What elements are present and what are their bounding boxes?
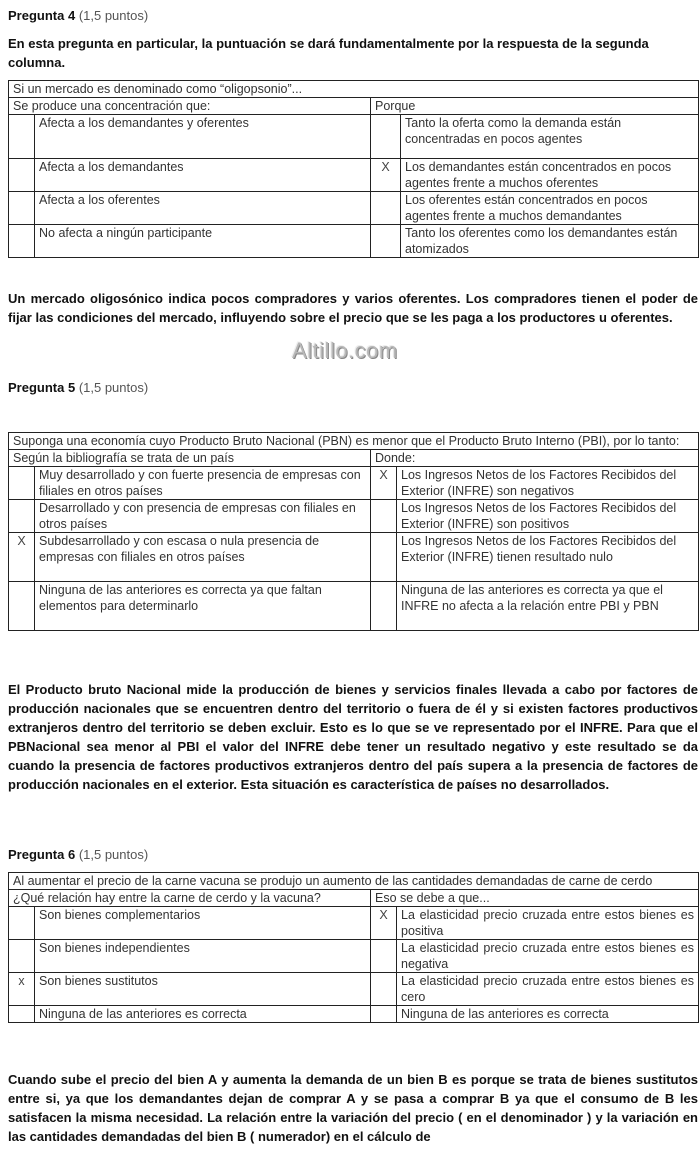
question-4-title: [8, 8, 148, 23]
table-row: [9, 907, 699, 940]
option-a: Afecta a los demandantes y oferentes: [35, 115, 371, 159]
option-b: Los oferentes están concentrados en pocos agentes frente a muchos demandantes: [401, 192, 699, 225]
table-row: [9, 533, 699, 582]
option-b: La elasticidad precio cruzada entre estos bienes es negativa: [397, 940, 699, 973]
watermark-logo: Altillo.com: [292, 338, 398, 363]
column-header-1: ¿Qué relación hay entre la carne de cerdo y la vacuna?: [9, 890, 371, 907]
question-5-table: [8, 432, 699, 631]
table-row: [9, 467, 699, 500]
question-4-intro: En esta pregunta en particular, la puntuación se dará fundamentalmente por la respuesta de la segunda columna.: [8, 36, 649, 70]
table-row: [9, 582, 699, 631]
option-mark: [9, 940, 35, 973]
option-a: Son bienes complementarios: [35, 907, 371, 940]
option-mark: [371, 115, 401, 159]
option-mark: [371, 225, 401, 258]
option-a: Afecta a los demandantes: [35, 159, 371, 192]
option-mark: [371, 940, 397, 973]
question-points: (1,5 puntos): [78, 380, 149, 395]
option-a: Son bienes sustitutos: [35, 973, 371, 1006]
option-b: Los Ingresos Netos de los Factores Recibidos del Exterior (INFRE) son negativos: [397, 467, 699, 500]
option-mark: [371, 582, 397, 631]
table-stem: Al aumentar el precio de la carne vacuna se produjo un aumento de las cantidades demandadas de carne de cerdo: [9, 873, 699, 890]
question-points: (1,5 puntos): [78, 847, 149, 862]
option-mark: [9, 907, 35, 940]
option-a: Son bienes independientes: [35, 940, 371, 973]
table-row: [9, 192, 699, 225]
option-mark: [9, 225, 35, 258]
question-title-text: Pregunta 6: [8, 847, 76, 862]
question-6-table: [8, 872, 699, 1023]
option-mark: x: [9, 973, 35, 1006]
option-mark: [9, 500, 35, 533]
question-4-table: [8, 80, 699, 258]
option-mark: [9, 192, 35, 225]
option-mark: [9, 115, 35, 159]
column-header-2: Porque: [371, 98, 699, 115]
table-row: [9, 115, 699, 159]
column-header-2: Donde:: [371, 450, 699, 467]
option-mark: [9, 1006, 35, 1023]
option-a: Ninguna de las anteriores es correcta ya que faltan elementos para determinarlo: [35, 582, 371, 631]
question-6-answer: Cuando sube el precio del bien A y aumenta la demanda de un bien B es porque se trata de bienes sustitutos entre si, ya que los demandantes dejan de comprar A y se pasa a comprar B ya que el consumo de B les satisfacen la misma necesidad. La relación entre la variación del precio ( en el denominador ) y la variación en las cantidades demandadas del bien B ( numerador) en el cálculo de: [8, 1072, 698, 1144]
question-5-title: [8, 380, 148, 395]
column-header-1: Según la bibliografía se trata de un país: [9, 450, 371, 467]
option-a: Afecta a los oferentes: [35, 192, 371, 225]
option-mark: [371, 973, 397, 1006]
table-row: [9, 225, 699, 258]
option-b: Ninguna de las anteriores es correcta ya que el INFRE no afecta a la relación entre PBI y PBN: [397, 582, 699, 631]
question-title-text: Pregunta 4: [8, 8, 76, 23]
option-b: La elasticidad precio cruzada entre estos bienes es positiva: [397, 907, 699, 940]
table-row: [9, 159, 699, 192]
option-mark: [371, 500, 397, 533]
option-mark: X: [371, 907, 397, 940]
table-stem: Suponga una economía cuyo Producto Bruto Nacional (PBN) es menor que el Producto Bruto Interno (PBI), por lo tanto:: [9, 433, 699, 450]
option-a: No afecta a ningún participante: [35, 225, 371, 258]
option-mark: [371, 192, 401, 225]
option-b: Los demandantes están concentrados en pocos agentes frente a muchos oferentes: [401, 159, 699, 192]
option-b: Los Ingresos Netos de los Factores Recibidos del Exterior (INFRE) son positivos: [397, 500, 699, 533]
question-4-answer: Un mercado oligosónico indica pocos compradores y varios oferentes. Los compradores tienen el poder de fijar las condiciones del mercado, influyendo sobre el precio que se les paga a los productores u oferentes.: [8, 291, 698, 325]
option-mark: [371, 1006, 397, 1023]
option-mark: X: [371, 467, 397, 500]
question-6-title: [8, 847, 148, 862]
question-5-answer: El Producto bruto Nacional mide la producción de bienes y servicios finales llevada a cabo por factores de producción nacionales que se encuentren dentro del territorio o fuera de él y si existen factores productivos extranjeros dentro del territorio se deben excluir. Esto es lo que se ve representado por el INFRE. Para que el PBNacional sea menor al PBI el valor del INFRE debe tener un resultado negativo y este resultado se da cuando la presencia de factores productivos extranjeros dentro del país supera a la presencia de factores de producción nacionales en el exterior. Esta situación es característica de países no desarrollados.: [8, 682, 698, 792]
table-row: [9, 973, 699, 1006]
option-b: Ninguna de las anteriores es correcta: [397, 1006, 699, 1023]
option-a: Muy desarrollado y con fuerte presencia de empresas con filiales en otros países: [35, 467, 371, 500]
option-mark: X: [9, 533, 35, 582]
option-b: Tanto los oferentes como los demandantes están atomizados: [401, 225, 699, 258]
question-points: (1,5 puntos): [78, 8, 149, 23]
option-a: Ninguna de las anteriores es correcta: [35, 1006, 371, 1023]
option-b: La elasticidad precio cruzada entre estos bienes es cero: [397, 973, 699, 1006]
column-header-2: Eso se debe a que...: [371, 890, 699, 907]
option-mark: [371, 533, 397, 582]
option-mark: [9, 582, 35, 631]
option-mark: [9, 467, 35, 500]
option-a: Desarrollado y con presencia de empresas con filiales en otros países: [35, 500, 371, 533]
table-row: [9, 500, 699, 533]
option-mark: X: [371, 159, 401, 192]
option-b: Tanto la oferta como la demanda están concentradas en pocos agentes: [401, 115, 699, 159]
option-b: Los Ingresos Netos de los Factores Recibidos del Exterior (INFRE) tienen resultado nulo: [397, 533, 699, 582]
option-a: Subdesarrollado y con escasa o nula presencia de empresas con filiales en otros países: [35, 533, 371, 582]
table-row: [9, 1006, 699, 1023]
table-stem: Si un mercado es denominado como “oligopsonio”...: [9, 81, 699, 98]
question-title-text: Pregunta 5: [8, 380, 76, 395]
column-header-1: Se produce una concentración que:: [9, 98, 371, 115]
option-mark: [9, 159, 35, 192]
table-row: [9, 940, 699, 973]
